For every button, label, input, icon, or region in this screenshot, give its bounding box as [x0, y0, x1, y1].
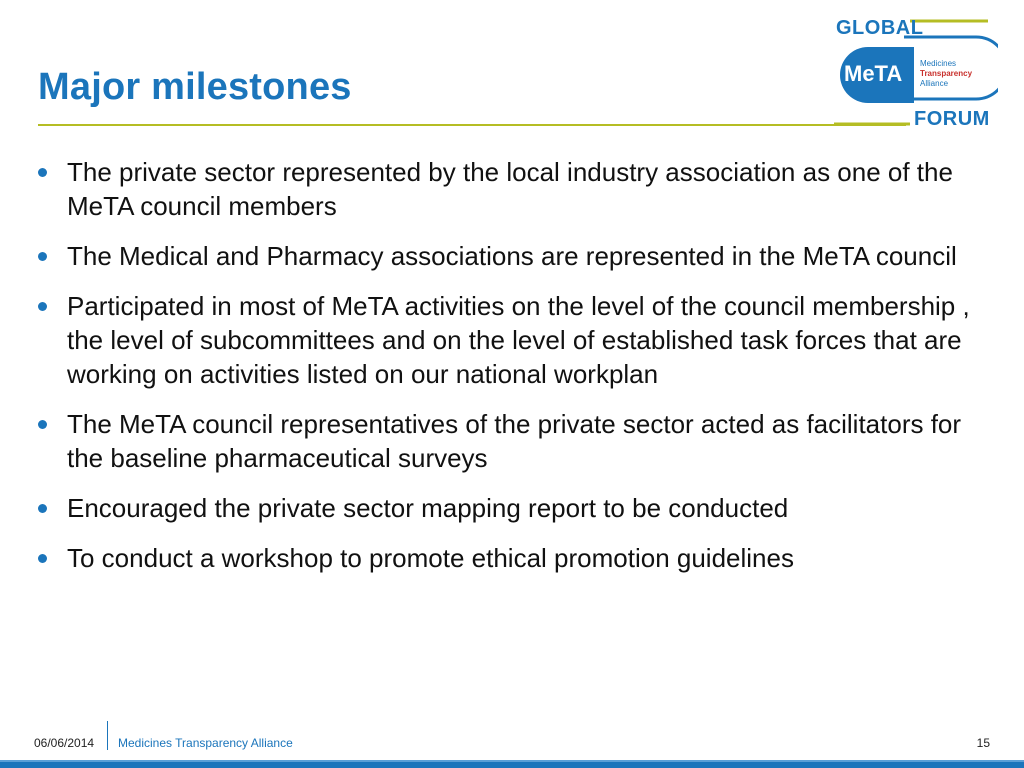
bullet-icon [38, 252, 47, 261]
title-divider [38, 124, 906, 126]
bottom-accent-bar [0, 760, 1024, 768]
milestones-list [38, 155, 988, 591]
bullet-icon [38, 168, 47, 177]
logo-medicines-text: Medicines [920, 59, 957, 68]
logo-transparency-text: Transparency [920, 69, 973, 78]
bullet-icon [38, 554, 47, 563]
list-item-text: To conduct a workshop to promote ethical promotion guidelines [67, 543, 794, 573]
list-item [38, 289, 988, 391]
list-item [38, 491, 988, 525]
bullet-icon [38, 302, 47, 311]
logo-global-text: GLOBAL [836, 17, 924, 39]
bullet-icon [38, 504, 47, 513]
logo-forum-text: FORUM [914, 108, 990, 130]
list-item-text: Encouraged the private sector mapping report to be conducted [67, 493, 789, 523]
bullet-icon [38, 420, 47, 429]
list-item-text: The private sector represented by the local industry association as one of the MeTA council members [67, 157, 953, 221]
list-item [38, 239, 988, 273]
slide-title: Major milestones [38, 66, 352, 108]
list-item [38, 541, 988, 575]
page-number: 15 [976, 736, 990, 750]
list-item-text: The MeTA council representatives of the private sector acted as facilitators for the baseline pharmaceutical surveys [67, 409, 962, 473]
logo-meta-text: MeTA [844, 61, 903, 86]
global-meta-forum-logo [828, 14, 998, 132]
list-item [38, 155, 988, 223]
footer-divider [107, 721, 108, 750]
list-item-text: The Medical and Pharmacy associations are represented in the MeTA council [67, 241, 957, 271]
list-item-text: Participated in most of MeTA activities on the level of the council membership , the level of subcommittees and on the level of established task forces that are working on activities listed on our national workplan [67, 291, 970, 389]
logo-alliance-text: Alliance [920, 79, 949, 88]
footer-organization: Medicines Transparency Alliance [118, 736, 293, 750]
list-item [38, 407, 988, 475]
footer-date: 06/06/2014 [34, 736, 95, 750]
